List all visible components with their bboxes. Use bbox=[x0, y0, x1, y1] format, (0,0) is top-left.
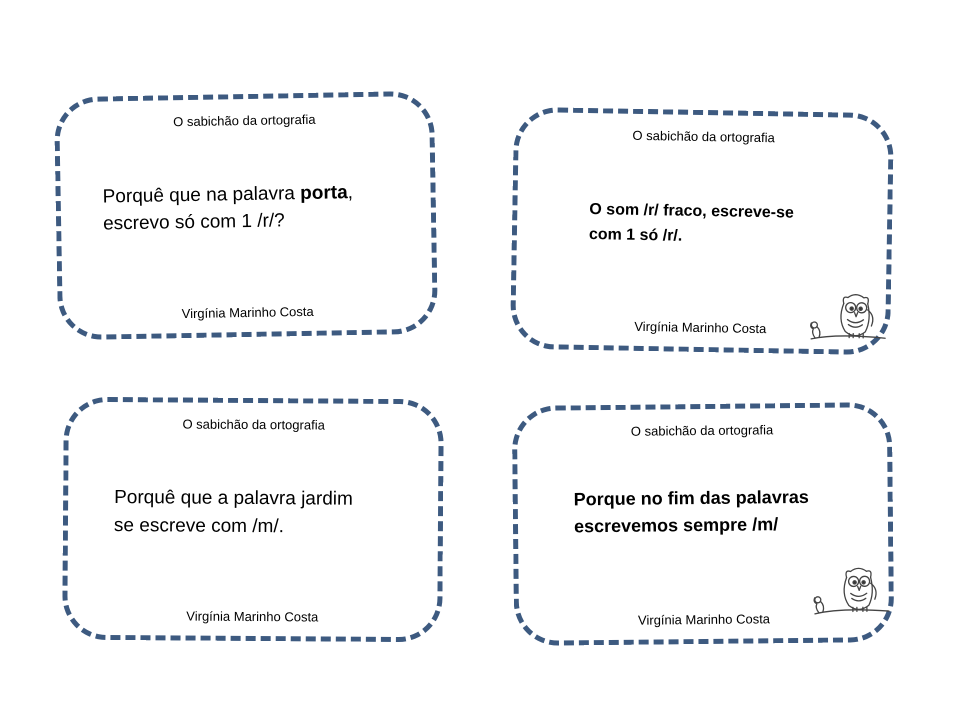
card-author: Virgínia Marinho Costa bbox=[181, 303, 314, 322]
card-answer: O som /r/ fraco, escreve-se com 1 só /r/. bbox=[588, 201, 795, 245]
card-answer: Porque no fim das palavras escrevemos sempre /m/ bbox=[573, 486, 809, 537]
highlighted-word: porta bbox=[299, 182, 348, 205]
card-question bbox=[102, 179, 353, 237]
flashcard-answer-r bbox=[510, 107, 894, 356]
card-header: O sabichão da ortografia bbox=[182, 416, 325, 433]
flashcard-porta bbox=[54, 91, 438, 341]
card-header: O sabichão da ortografia bbox=[632, 127, 775, 146]
owl-on-branch-icon bbox=[810, 563, 891, 628]
flashcard-jardim bbox=[62, 397, 444, 643]
card-header: O sabichão da ortografia bbox=[630, 422, 774, 439]
card-author: Virgínia Marinho Costa bbox=[634, 318, 767, 337]
question-text-start: Porquê que na palavra bbox=[102, 183, 301, 208]
card-author: Virgínia Marinho Costa bbox=[637, 611, 771, 628]
question-text-end: , escrevo só com 1 /r/? bbox=[102, 182, 354, 235]
card-question: Porquê que a palavra jardim se escreve com /m/. bbox=[113, 487, 353, 538]
card-author: Virgínia Marinho Costa bbox=[186, 608, 319, 625]
flashcard-answer-m bbox=[512, 402, 894, 646]
owl-on-branch-icon bbox=[807, 289, 888, 354]
card-header: O sabichão da ortografia bbox=[173, 111, 316, 130]
